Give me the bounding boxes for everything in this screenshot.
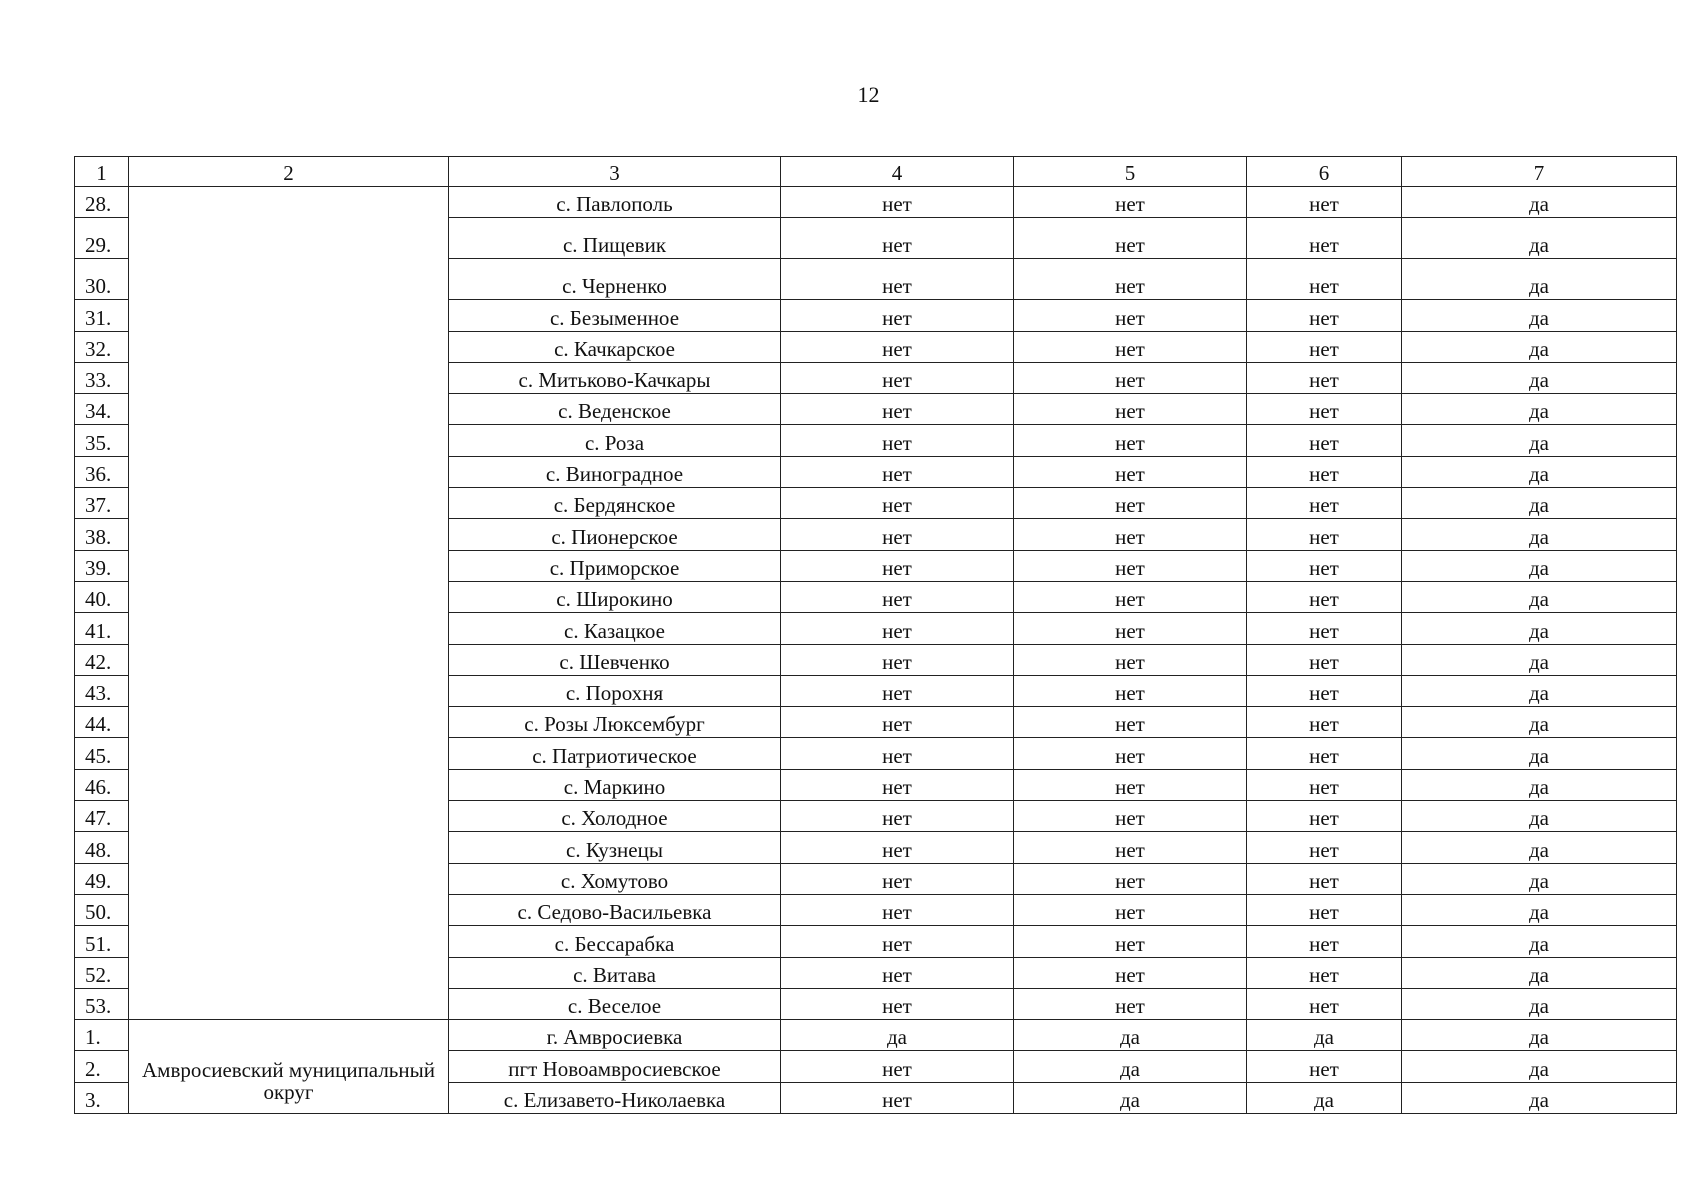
value-cell-col5: нет	[1014, 801, 1247, 832]
value-cell-col6: нет	[1247, 362, 1402, 393]
value-cell-col6: нет	[1247, 425, 1402, 456]
value-cell-col5: нет	[1014, 218, 1247, 259]
header-cell: 6	[1247, 157, 1402, 187]
header-row	[75, 157, 1677, 187]
value-cell-col5: нет	[1014, 488, 1247, 519]
row-number: 49.	[75, 863, 129, 894]
value-cell-col7: да	[1402, 331, 1677, 362]
value-cell-col6: нет	[1247, 863, 1402, 894]
settlement-name: с. Безыменное	[449, 300, 781, 331]
value-cell-col6: нет	[1247, 456, 1402, 487]
row-number: 47.	[75, 801, 129, 832]
value-cell-col5: нет	[1014, 331, 1247, 362]
table-row	[75, 187, 1677, 218]
value-cell-col5: да	[1014, 1020, 1247, 1051]
value-cell-col4: нет	[781, 894, 1014, 925]
value-cell-col7: да	[1402, 863, 1677, 894]
settlement-name: с. Черненко	[449, 259, 781, 300]
value-cell-col7: да	[1402, 801, 1677, 832]
settlement-name: с. Хомутово	[449, 863, 781, 894]
value-cell-col7: да	[1402, 926, 1677, 957]
value-cell-col4: нет	[781, 300, 1014, 331]
value-cell-col7: да	[1402, 581, 1677, 612]
value-cell-col5: нет	[1014, 894, 1247, 925]
settlement-name: с. Казацкое	[449, 613, 781, 644]
value-cell-col6: нет	[1247, 707, 1402, 738]
value-cell-col6: нет	[1247, 331, 1402, 362]
value-cell-col7: да	[1402, 519, 1677, 550]
value-cell-col7: да	[1402, 613, 1677, 644]
value-cell-col4: нет	[781, 644, 1014, 675]
settlement-name: с. Роза	[449, 425, 781, 456]
value-cell-col4: нет	[781, 613, 1014, 644]
settlement-name: с. Розы Люксембург	[449, 707, 781, 738]
value-cell-col7: да	[1402, 644, 1677, 675]
value-cell-col7: да	[1402, 1051, 1677, 1082]
value-cell-col6: нет	[1247, 675, 1402, 706]
value-cell-col6: нет	[1247, 926, 1402, 957]
value-cell-col7: да	[1402, 300, 1677, 331]
settlement-name: г. Амвросиевка	[449, 1020, 781, 1051]
value-cell-col7: да	[1402, 1082, 1677, 1113]
row-number: 3.	[75, 1082, 129, 1113]
value-cell-col5: нет	[1014, 644, 1247, 675]
value-cell-col7: да	[1402, 769, 1677, 800]
value-cell-col4: нет	[781, 581, 1014, 612]
value-cell-col5: нет	[1014, 394, 1247, 425]
value-cell-col5: нет	[1014, 738, 1247, 769]
row-number: 30.	[75, 259, 129, 300]
value-cell-col7: да	[1402, 218, 1677, 259]
row-number: 51.	[75, 926, 129, 957]
settlement-name: с. Пионерское	[449, 519, 781, 550]
row-number: 32.	[75, 331, 129, 362]
value-cell-col6: нет	[1247, 738, 1402, 769]
value-cell-col7: да	[1402, 738, 1677, 769]
row-number: 29.	[75, 218, 129, 259]
settlement-name: с. Митьково-Качкары	[449, 362, 781, 393]
value-cell-col7: да	[1402, 550, 1677, 581]
row-number: 39.	[75, 550, 129, 581]
value-cell-col4: нет	[781, 1082, 1014, 1113]
value-cell-col5: нет	[1014, 581, 1247, 612]
district-name	[129, 187, 449, 1020]
value-cell-col7: да	[1402, 259, 1677, 300]
settlement-name: с. Седово-Васильевка	[449, 894, 781, 925]
value-cell-col7: да	[1402, 957, 1677, 988]
header-cell: 2	[129, 157, 449, 187]
value-cell-col4: нет	[781, 769, 1014, 800]
value-cell-col5: нет	[1014, 187, 1247, 218]
value-cell-col6: нет	[1247, 769, 1402, 800]
value-cell-col5: нет	[1014, 456, 1247, 487]
row-number: 40.	[75, 581, 129, 612]
value-cell-col4: нет	[781, 331, 1014, 362]
value-cell-col6: нет	[1247, 894, 1402, 925]
value-cell-col5: нет	[1014, 362, 1247, 393]
settlement-name: с. Бессарабка	[449, 926, 781, 957]
settlement-name: с. Бердянское	[449, 488, 781, 519]
value-cell-col4: нет	[781, 218, 1014, 259]
value-cell-col4: нет	[781, 926, 1014, 957]
settlement-name: с. Витава	[449, 957, 781, 988]
row-number: 31.	[75, 300, 129, 331]
row-number: 43.	[75, 675, 129, 706]
settlement-name: пгт Новоамвросиевское	[449, 1051, 781, 1082]
row-number: 2.	[75, 1051, 129, 1082]
value-cell-col4: нет	[781, 259, 1014, 300]
value-cell-col6: нет	[1247, 488, 1402, 519]
settlement-name: с. Пищевик	[449, 218, 781, 259]
value-cell-col4: нет	[781, 550, 1014, 581]
value-cell-col4: нет	[781, 425, 1014, 456]
value-cell-col5: нет	[1014, 675, 1247, 706]
value-cell-col4: да	[781, 1020, 1014, 1051]
value-cell-col4: нет	[781, 488, 1014, 519]
value-cell-col4: нет	[781, 988, 1014, 1019]
page-number: 12	[857, 82, 880, 107]
value-cell-col7: да	[1402, 187, 1677, 218]
value-cell-col5: нет	[1014, 926, 1247, 957]
row-number: 28.	[75, 187, 129, 218]
value-cell-col6: нет	[1247, 187, 1402, 218]
row-number: 41.	[75, 613, 129, 644]
value-cell-col7: да	[1402, 394, 1677, 425]
value-cell-col5: нет	[1014, 613, 1247, 644]
value-cell-col6: нет	[1247, 519, 1402, 550]
value-cell-col4: нет	[781, 832, 1014, 863]
value-cell-col5: нет	[1014, 550, 1247, 581]
value-cell-col6: нет	[1247, 957, 1402, 988]
value-cell-col4: нет	[781, 519, 1014, 550]
value-cell-col5: нет	[1014, 832, 1247, 863]
value-cell-col4: нет	[781, 187, 1014, 218]
value-cell-col4: нет	[781, 1051, 1014, 1082]
row-number: 38.	[75, 519, 129, 550]
value-cell-col4: нет	[781, 675, 1014, 706]
row-number: 44.	[75, 707, 129, 738]
row-number: 33.	[75, 362, 129, 393]
value-cell-col4: нет	[781, 394, 1014, 425]
settlement-name: с. Шевченко	[449, 644, 781, 675]
value-cell-col4: нет	[781, 707, 1014, 738]
value-cell-col4: нет	[781, 957, 1014, 988]
value-cell-col6: нет	[1247, 218, 1402, 259]
settlement-name: с. Холодное	[449, 801, 781, 832]
header-cell: 3	[449, 157, 781, 187]
value-cell-col6: нет	[1247, 259, 1402, 300]
value-cell-col6: нет	[1247, 613, 1402, 644]
row-number: 53.	[75, 988, 129, 1019]
value-cell-col7: да	[1402, 832, 1677, 863]
row-number: 46.	[75, 769, 129, 800]
settlement-name: с. Маркино	[449, 769, 781, 800]
value-cell-col5: нет	[1014, 425, 1247, 456]
value-cell-col6: нет	[1247, 300, 1402, 331]
row-number: 37.	[75, 488, 129, 519]
settlement-name: с. Павлополь	[449, 187, 781, 218]
settlement-name: с. Веденское	[449, 394, 781, 425]
value-cell-col6: нет	[1247, 1051, 1402, 1082]
value-cell-col5: нет	[1014, 259, 1247, 300]
value-cell-col6: нет	[1247, 581, 1402, 612]
value-cell-col5: нет	[1014, 300, 1247, 331]
value-cell-col4: нет	[781, 738, 1014, 769]
value-cell-col5: нет	[1014, 769, 1247, 800]
value-cell-col6: нет	[1247, 988, 1402, 1019]
value-cell-col7: да	[1402, 1020, 1677, 1051]
value-cell-col4: нет	[781, 362, 1014, 393]
value-cell-col6: нет	[1247, 644, 1402, 675]
row-number: 36.	[75, 456, 129, 487]
value-cell-col5: да	[1014, 1082, 1247, 1113]
header-cell: 5	[1014, 157, 1247, 187]
value-cell-col7: да	[1402, 425, 1677, 456]
value-cell-col7: да	[1402, 675, 1677, 706]
settlement-name: с. Кузнецы	[449, 832, 781, 863]
value-cell-col7: да	[1402, 362, 1677, 393]
settlements-table	[74, 156, 1677, 1114]
settlement-name: с. Виноградное	[449, 456, 781, 487]
header-cell: 4	[781, 157, 1014, 187]
value-cell-col6: нет	[1247, 550, 1402, 581]
value-cell-col7: да	[1402, 488, 1677, 519]
value-cell-col5: нет	[1014, 988, 1247, 1019]
value-cell-col6: нет	[1247, 394, 1402, 425]
row-number: 35.	[75, 425, 129, 456]
value-cell-col7: да	[1402, 988, 1677, 1019]
settlement-name: с. Приморское	[449, 550, 781, 581]
value-cell-col5: нет	[1014, 519, 1247, 550]
value-cell-col6: да	[1247, 1020, 1402, 1051]
value-cell-col5: да	[1014, 1051, 1247, 1082]
settlement-name: с. Елизавето-Николаевка	[449, 1082, 781, 1113]
row-number: 52.	[75, 957, 129, 988]
header-cell: 1	[75, 157, 129, 187]
row-number: 1.	[75, 1020, 129, 1051]
settlement-name: с. Качкарское	[449, 331, 781, 362]
value-cell-col6: нет	[1247, 801, 1402, 832]
value-cell-col5: нет	[1014, 707, 1247, 738]
header-cell: 7	[1402, 157, 1677, 187]
value-cell-col7: да	[1402, 456, 1677, 487]
row-number: 48.	[75, 832, 129, 863]
row-number: 50.	[75, 894, 129, 925]
row-number: 45.	[75, 738, 129, 769]
value-cell-col5: нет	[1014, 863, 1247, 894]
value-cell-col4: нет	[781, 456, 1014, 487]
settlement-name: с. Веселое	[449, 988, 781, 1019]
value-cell-col6: да	[1247, 1082, 1402, 1113]
value-cell-col7: да	[1402, 894, 1677, 925]
value-cell-col4: нет	[781, 801, 1014, 832]
value-cell-col7: да	[1402, 707, 1677, 738]
value-cell-col6: нет	[1247, 832, 1402, 863]
row-number: 42.	[75, 644, 129, 675]
settlement-name: с. Порохня	[449, 675, 781, 706]
settlement-name: с. Широкино	[449, 581, 781, 612]
value-cell-col5: нет	[1014, 957, 1247, 988]
table-row	[75, 1020, 1677, 1051]
district-name: Амвросиевский муниципальный округ	[129, 1020, 449, 1114]
settlement-name: с. Патриотическое	[449, 738, 781, 769]
row-number: 34.	[75, 394, 129, 425]
value-cell-col4: нет	[781, 863, 1014, 894]
